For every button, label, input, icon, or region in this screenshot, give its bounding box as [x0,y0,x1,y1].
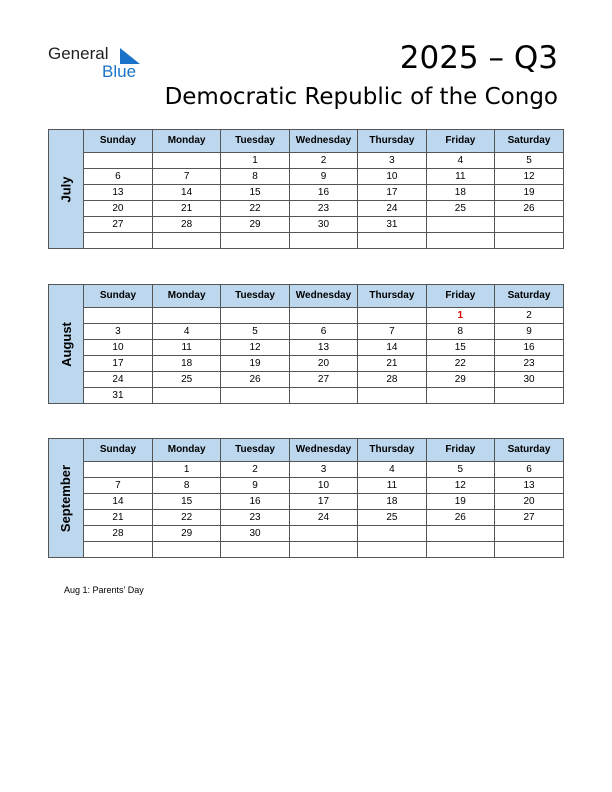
day-cell: 15 [221,184,289,200]
day-cell: 26 [221,371,289,387]
day-cell [84,232,152,248]
weekday-wednesday: Wednesday [289,285,357,307]
day-cell: 14 [152,184,220,200]
weekday-monday: Monday [152,439,220,461]
day-cell [152,152,220,168]
day-cell: 4 [152,323,220,339]
day-cell: 27 [289,371,357,387]
day-cell [289,541,357,557]
weekday-thursday: Thursday [358,130,426,152]
weekday-tuesday: Tuesday [221,130,289,152]
day-cell: 2 [221,461,289,477]
week-row [84,232,563,248]
weekday-header-row [84,439,563,461]
day-cell [358,525,426,541]
day-cell: 19 [426,493,494,509]
weekday-header-row [84,285,563,307]
weekday-sunday: Sunday [84,439,152,461]
weekday-friday: Friday [426,130,494,152]
day-cell: 11 [358,477,426,493]
day-cell: 8 [152,477,220,493]
day-cell [358,387,426,403]
week-row [84,323,563,339]
day-cell: 7 [152,168,220,184]
day-cell: 26 [495,200,563,216]
day-cell: 25 [426,200,494,216]
day-cell [289,307,357,323]
day-cell: 10 [289,477,357,493]
month-label-column [49,285,84,403]
day-cell: 17 [289,493,357,509]
week-row [84,200,563,216]
day-cell: 2 [289,152,357,168]
day-cell: 29 [152,525,220,541]
day-cell: 28 [358,371,426,387]
day-cell [495,541,563,557]
day-cell [426,216,494,232]
day-cell [495,216,563,232]
day-cell [426,541,494,557]
day-cell: 30 [289,216,357,232]
week-row [84,541,563,557]
week-row [84,371,563,387]
weekday-header-row [84,130,563,152]
day-cell [495,232,563,248]
day-cell: 30 [221,525,289,541]
day-cell: 4 [358,461,426,477]
day-cell: 19 [495,184,563,200]
day-cell: 12 [495,168,563,184]
day-cell: 7 [84,477,152,493]
month-grid [84,439,563,557]
week-row [84,168,563,184]
month-name: July [58,175,74,203]
day-cell: 14 [358,339,426,355]
day-cell [495,387,563,403]
day-cell: 21 [358,355,426,371]
month-label-column [49,439,84,557]
week-row [84,152,563,168]
day-cell: 18 [358,493,426,509]
day-cell [84,307,152,323]
day-cell [84,461,152,477]
day-cell: 24 [289,509,357,525]
weekday-thursday: Thursday [358,285,426,307]
week-row [84,307,563,323]
day-cell: 10 [358,168,426,184]
day-cell: 30 [495,371,563,387]
week-row [84,387,563,403]
week-row [84,477,563,493]
weekday-tuesday: Tuesday [221,439,289,461]
month-label-column [49,130,84,248]
day-cell: 22 [152,509,220,525]
generalblue-logo [48,44,158,84]
day-cell: 9 [495,323,563,339]
day-cell: 22 [221,200,289,216]
day-cell: 19 [221,355,289,371]
day-cell: 3 [84,323,152,339]
day-cell: 21 [152,200,220,216]
day-cell: 13 [289,339,357,355]
day-cell: 29 [221,216,289,232]
day-cell [426,232,494,248]
weekday-monday: Monday [152,130,220,152]
month-grid [84,130,563,248]
day-cell [84,152,152,168]
weekday-saturday: Saturday [495,285,563,307]
weekday-sunday: Sunday [84,130,152,152]
day-cell: 5 [221,323,289,339]
weekday-monday: Monday [152,285,220,307]
weekday-sunday: Sunday [84,285,152,307]
weekday-saturday: Saturday [495,130,563,152]
day-cell [289,525,357,541]
month-name: August [58,321,74,367]
quarter-title: 2025 – Q3 [399,40,558,76]
day-cell: 3 [289,461,357,477]
day-cell [358,232,426,248]
day-cell [358,541,426,557]
day-cell: 6 [84,168,152,184]
day-cell: 23 [495,355,563,371]
day-cell [495,525,563,541]
day-cell: 12 [221,339,289,355]
logo-word-general: General [48,44,109,63]
week-row [84,525,563,541]
day-cell: 10 [84,339,152,355]
day-cell: 28 [152,216,220,232]
day-cell: 13 [495,477,563,493]
day-cell: 26 [426,509,494,525]
country-title: Democratic Republic of the Congo [164,84,558,110]
weekday-friday: Friday [426,439,494,461]
day-cell [152,307,220,323]
day-cell [221,387,289,403]
day-cell: 18 [426,184,494,200]
day-cell [84,541,152,557]
day-cell [221,541,289,557]
day-cell [289,387,357,403]
day-cell [426,525,494,541]
day-cell: 2 [495,307,563,323]
month-september [48,438,564,558]
weekday-saturday: Saturday [495,439,563,461]
day-cell: 11 [426,168,494,184]
day-cell: 3 [358,152,426,168]
week-row [84,461,563,477]
day-cell: 8 [426,323,494,339]
day-cell: 21 [84,509,152,525]
day-cell [152,541,220,557]
day-cell: 9 [221,477,289,493]
day-cell [152,232,220,248]
day-cell: 15 [426,339,494,355]
day-cell: 13 [84,184,152,200]
week-row [84,184,563,200]
day-cell [221,307,289,323]
day-cell: 24 [358,200,426,216]
day-cell: 14 [84,493,152,509]
day-cell: 31 [358,216,426,232]
day-cell: 20 [84,200,152,216]
day-cell: 12 [426,477,494,493]
day-cell: 23 [221,509,289,525]
week-row [84,509,563,525]
day-cell: 6 [289,323,357,339]
day-cell: 9 [289,168,357,184]
week-row [84,355,563,371]
day-cell: 16 [221,493,289,509]
month-name: September [58,464,74,532]
day-cell: 5 [495,152,563,168]
month-grid [84,285,563,403]
day-cell: 25 [152,371,220,387]
day-cell [289,232,357,248]
day-cell: 29 [426,371,494,387]
weekday-wednesday: Wednesday [289,439,357,461]
day-cell: 22 [426,355,494,371]
day-cell: 4 [426,152,494,168]
day-cell: 5 [426,461,494,477]
day-cell: 27 [84,216,152,232]
week-row [84,339,563,355]
day-cell: 17 [358,184,426,200]
holiday-notes: Aug 1: Parents’ Day [64,585,144,595]
logo-word-blue: Blue [102,62,137,81]
day-cell: 11 [152,339,220,355]
day-cell: 18 [152,355,220,371]
day-cell: 25 [358,509,426,525]
day-cell: 16 [495,339,563,355]
day-cell: 8 [221,168,289,184]
day-cell: 1 [221,152,289,168]
day-cell: 20 [495,493,563,509]
day-cell: 1 [426,307,494,323]
day-cell: 7 [358,323,426,339]
week-row [84,493,563,509]
day-cell [426,387,494,403]
day-cell [358,307,426,323]
week-row [84,216,563,232]
day-cell [152,387,220,403]
weekday-tuesday: Tuesday [221,285,289,307]
month-july [48,129,564,249]
weekday-friday: Friday [426,285,494,307]
day-cell: 6 [495,461,563,477]
month-august [48,284,564,404]
day-cell: 20 [289,355,357,371]
weekday-thursday: Thursday [358,439,426,461]
weekday-wednesday: Wednesday [289,130,357,152]
day-cell: 15 [152,493,220,509]
day-cell: 17 [84,355,152,371]
day-cell: 24 [84,371,152,387]
day-cell [221,232,289,248]
day-cell: 16 [289,184,357,200]
day-cell: 31 [84,387,152,403]
day-cell: 28 [84,525,152,541]
day-cell: 27 [495,509,563,525]
day-cell: 1 [152,461,220,477]
day-cell: 23 [289,200,357,216]
